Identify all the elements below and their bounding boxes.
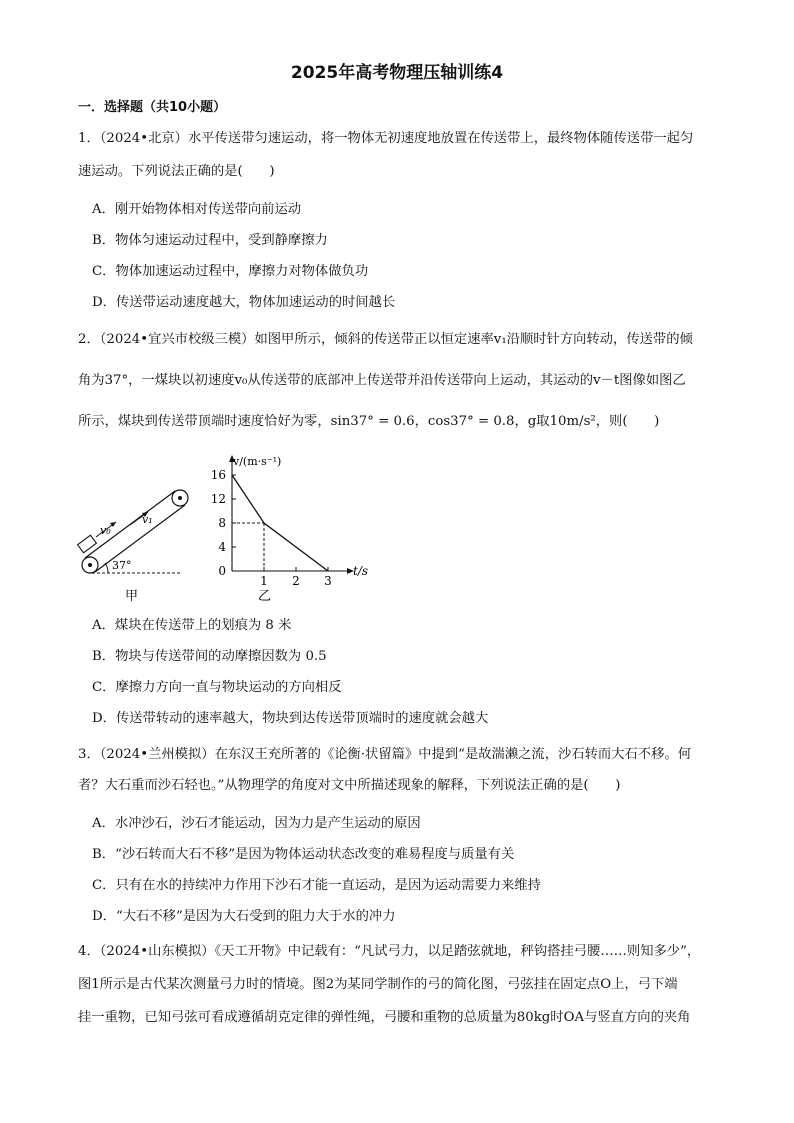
q1-option-d: D．传送带运动速度越大，物体加速运动的时间越长 (92, 295, 396, 310)
q1-option-c: C．物体加速运动过程中，摩擦力对物体做负功 (92, 264, 369, 279)
y-tick-label: 8 (218, 516, 226, 530)
q2-line-2: 角为37°，一煤块以初速度v₀从传送带的底部冲上传送带并沿传送带向上运动，其运动的v－t图像如图乙 (78, 373, 686, 388)
y-tick-label: 16 (210, 468, 226, 482)
q1-line-2: 速运动。下列说法正确的是( ) (78, 164, 275, 179)
y-tick-label: 0 (218, 564, 226, 578)
q2-option-b: B．物块与传送带间的动摩擦因数为 0.5 (92, 649, 327, 664)
caption-left: 甲 (125, 589, 139, 604)
caption-right: 乙 (258, 589, 272, 604)
q3-line-2: 者？大石重而沙石轻也。”从物理学的角度对文中所描述现象的解释，下列说法正确的是( ) (78, 778, 621, 793)
q2-line-1: 2．（2024•宜兴市校级三模）如图甲所示，倾斜的传送带正以恒定速率v₁沿顺时针方向转动，传送带的倾 (78, 332, 693, 347)
section-heading: 一．选择题（共10小题） (78, 100, 227, 115)
q2-figure (70, 445, 390, 605)
x-axis-label: t/s (353, 564, 369, 578)
vt-graph (211, 455, 354, 588)
velocity-series-line (232, 475, 328, 571)
q4-line-3: 挂一重物，已知弓弦可看成遵循胡克定律的弹性绳，弓腰和重物的总质量为80kg时OA与竖直方向的夹角 (78, 1010, 691, 1025)
q2-line-3: 所示，煤块到传送带顶端时速度恰好为零，sin37° = 0.6，cos37° = 0.8，g取10m/s²，则( ) (78, 414, 660, 429)
angle-label: 37° (112, 559, 132, 572)
q3-option-a: A．水冲沙石，沙石才能运动，因为力是产生运动的原因 (92, 816, 421, 831)
q3-option-d: D．“大石不移”是因为大石受到的阻力大于水的冲力 (92, 909, 396, 924)
q3-option-b: B．“沙石转而大石不移”是因为物体运动状态改变的难易程度与质量有关 (92, 847, 515, 862)
y-axis-label: v/(m·s⁻¹) (233, 455, 282, 468)
q4-line-1: 4．（2024•山东模拟）《天工开物》中记载有：“凡试弓力，以足踏弦就地，秤钩搭挂弓腰……则知多少”， (78, 944, 701, 959)
q2-option-c: C．摩擦力方向一直与物块运动的方向相反 (92, 680, 342, 695)
q4-line-2: 图1所示是古代某次测量弓力时的情境。图2为某同学制作的弓的简化图，弓弦挂在固定点O上，弓下端 (78, 977, 678, 992)
q3-line-1: 3．（2024•兰州模拟）在东汉王充所著的《论衡·状留篇》中提到“是故湍濑之流，沙石转而大石不移。何 (78, 747, 691, 762)
q2-option-d: D．传送带转动的速率越大，物块到达传送带顶端时的速度就会越大 (92, 711, 489, 726)
x-tick-label: 1 (260, 574, 268, 588)
conveyor-diagram (78, 490, 188, 573)
q1-line-1: 1．（2024•北京）水平传送带匀速运动，将一物体无初速度地放置在传送带上，最终物体随传送带一起匀 (78, 131, 694, 146)
q2-option-a: A．煤块在传送带上的划痕为 8 米 (92, 618, 292, 633)
y-tick-label: 4 (218, 540, 226, 554)
x-tick-label: 3 (324, 574, 332, 588)
page-title: 2025年高考物理压轴训练4 (290, 63, 504, 83)
v0-label: v₀ (100, 524, 111, 537)
q1-option-a: A．刚开始物体相对传送带向前运动 (92, 202, 302, 217)
q1-option-b: B．物体匀速运动过程中，受到静摩擦力 (92, 233, 328, 248)
v1-label: v₁ (142, 513, 153, 526)
y-tick-label: 12 (210, 492, 226, 506)
q3-option-c: C．只有在水的持续冲力作用下沙石才能一直运动，是因为运动需要力来维持 (92, 878, 541, 893)
x-tick-label: 2 (292, 574, 300, 588)
